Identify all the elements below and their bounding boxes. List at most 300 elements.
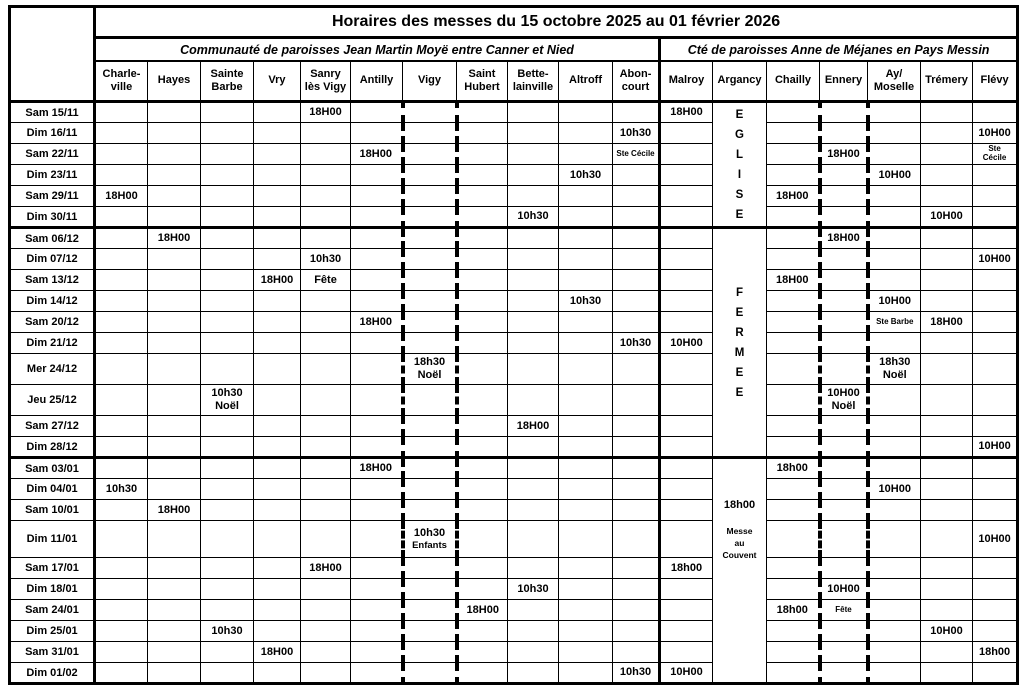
cell-malroy <box>660 270 713 291</box>
cell-chailly <box>767 385 820 416</box>
cell-aboncourt <box>613 500 660 521</box>
cell-saintebarbe <box>201 642 254 663</box>
cell-altroff <box>559 600 613 621</box>
cell-hayes <box>148 312 201 333</box>
cell-charleville <box>95 123 148 144</box>
date-label: Dim 18/01 <box>10 579 95 600</box>
cell-aymoselle <box>868 249 921 270</box>
cell-charleville <box>95 333 148 354</box>
cell-hayes <box>148 385 201 416</box>
cell-bettelainville <box>508 270 559 291</box>
cell-sainthubert <box>457 102 508 123</box>
cell-aymoselle <box>868 186 921 207</box>
cell-sainthubert <box>457 333 508 354</box>
cell-sainthubert <box>457 458 508 479</box>
cell-sanry <box>301 186 351 207</box>
cell-tremery: 10H00 <box>921 207 973 228</box>
cell-flevy <box>973 207 1018 228</box>
schedule-row <box>10 479 1018 500</box>
cell-saintebarbe <box>201 270 254 291</box>
cell-altroff <box>559 479 613 500</box>
cell-vry <box>254 312 301 333</box>
cell-aboncourt <box>613 642 660 663</box>
cell-bettelainville <box>508 249 559 270</box>
cell-hayes <box>148 458 201 479</box>
cell-sainthubert <box>457 521 508 558</box>
cell-sainthubert <box>457 663 508 684</box>
cell-malroy <box>660 186 713 207</box>
cell-charleville <box>95 521 148 558</box>
cell-antilly <box>351 600 403 621</box>
cell-aboncourt <box>613 228 660 249</box>
date-label: Sam 31/01 <box>10 642 95 663</box>
cell-tremery <box>921 642 973 663</box>
cell-saintebarbe <box>201 479 254 500</box>
cell-aymoselle <box>868 579 921 600</box>
cell-malroy <box>660 579 713 600</box>
date-label: Dim 04/01 <box>10 479 95 500</box>
cell-chailly: 18h00 <box>767 600 820 621</box>
cell-malroy <box>660 312 713 333</box>
cell-flevy <box>973 186 1018 207</box>
cell-aymoselle <box>868 663 921 684</box>
cell-sanry: Fête <box>301 270 351 291</box>
cell-charleville <box>95 102 148 123</box>
cell-charleville <box>95 416 148 437</box>
cell-antilly <box>351 579 403 600</box>
cell-chailly <box>767 144 820 165</box>
cell-vigy <box>403 416 457 437</box>
cell-hayes <box>148 270 201 291</box>
cell-malroy <box>660 521 713 558</box>
cell-sanry <box>301 479 351 500</box>
cell-sanry <box>301 521 351 558</box>
cell-vigy <box>403 385 457 416</box>
cell-sainthubert <box>457 621 508 642</box>
cell-malroy <box>660 249 713 270</box>
cell-charleville <box>95 270 148 291</box>
cell-vigy <box>403 642 457 663</box>
cell-charleville <box>95 458 148 479</box>
cell-ennery: 10H00 Noël <box>820 385 868 416</box>
cell-tremery <box>921 500 973 521</box>
cell-saintebarbe <box>201 521 254 558</box>
cell-altroff <box>559 642 613 663</box>
cell-aymoselle: 10H00 <box>868 479 921 500</box>
cell-ennery <box>820 621 868 642</box>
cell-sainthubert <box>457 642 508 663</box>
cell-malroy <box>660 621 713 642</box>
cell-vigy <box>403 165 457 186</box>
cell-tremery <box>921 333 973 354</box>
cell-hayes <box>148 558 201 579</box>
cell-sanry <box>301 458 351 479</box>
cell-saintebarbe <box>201 354 254 385</box>
cell-hayes <box>148 123 201 144</box>
cell-aymoselle: 10H00 <box>868 165 921 186</box>
cell-bettelainville <box>508 186 559 207</box>
cell-antilly <box>351 291 403 312</box>
cell-sanry <box>301 663 351 684</box>
cell-saintebarbe <box>201 123 254 144</box>
cell-flevy <box>973 558 1018 579</box>
cell-tremery <box>921 458 973 479</box>
date-label: Sam 27/12 <box>10 416 95 437</box>
cell-ennery <box>820 291 868 312</box>
cell-hayes <box>148 207 201 228</box>
cell-ennery <box>820 354 868 385</box>
schedule-row <box>10 600 1018 621</box>
cell-ennery: 18H00 <box>820 144 868 165</box>
cell-flevy: 10H00 <box>973 437 1018 458</box>
column-header-chailly: Chailly <box>767 61 820 102</box>
cell-antilly <box>351 123 403 144</box>
cell-aboncourt <box>613 354 660 385</box>
cell-vigy <box>403 144 457 165</box>
cell-chailly <box>767 479 820 500</box>
cell-saintebarbe <box>201 291 254 312</box>
cell-sanry: 18H00 <box>301 558 351 579</box>
cell-charleville <box>95 291 148 312</box>
date-label: Dim 07/12 <box>10 249 95 270</box>
cell-vigy <box>403 291 457 312</box>
cell-saintebarbe <box>201 102 254 123</box>
cell-vigy: 18h30 Noël <box>403 354 457 385</box>
cell-chailly <box>767 642 820 663</box>
cell-charleville <box>95 663 148 684</box>
cell-hayes <box>148 479 201 500</box>
cell-tremery <box>921 479 973 500</box>
cell-malroy <box>660 416 713 437</box>
cell-chailly <box>767 521 820 558</box>
cell-sainthubert <box>457 385 508 416</box>
cell-altroff <box>559 186 613 207</box>
cell-aymoselle: Ste Barbe <box>868 312 921 333</box>
cell-altroff <box>559 500 613 521</box>
cell-altroff <box>559 144 613 165</box>
cell-tremery <box>921 416 973 437</box>
cell-hayes <box>148 663 201 684</box>
title-row <box>10 7 1018 38</box>
cell-ennery <box>820 663 868 684</box>
cell-vry: 18H00 <box>254 270 301 291</box>
cell-bettelainville <box>508 228 559 249</box>
schedule-row <box>10 521 1018 558</box>
cell-malroy: 10H00 <box>660 663 713 684</box>
cell-altroff <box>559 333 613 354</box>
cell-sanry <box>301 291 351 312</box>
cell-tremery <box>921 144 973 165</box>
cell-vry: 18H00 <box>254 642 301 663</box>
cell-saintebarbe <box>201 144 254 165</box>
schedule-row <box>10 270 1018 291</box>
cell-ennery <box>820 165 868 186</box>
cell-sainthubert <box>457 228 508 249</box>
cell-bettelainville <box>508 642 559 663</box>
cell-altroff <box>559 458 613 479</box>
cell-aymoselle <box>868 123 921 144</box>
cell-hayes <box>148 416 201 437</box>
group-header-row <box>10 38 1018 62</box>
cell-sainthubert <box>457 270 508 291</box>
cell-vry <box>254 102 301 123</box>
cell-aboncourt <box>613 207 660 228</box>
schedule-row <box>10 207 1018 228</box>
cell-malroy <box>660 207 713 228</box>
cell-tremery <box>921 354 973 385</box>
column-header-tremery: Trémery <box>921 61 973 102</box>
cell-antilly <box>351 165 403 186</box>
cell-altroff <box>559 123 613 144</box>
cell-aymoselle <box>868 521 921 558</box>
cell-chailly <box>767 354 820 385</box>
corner-cell <box>10 7 95 102</box>
cell-vry <box>254 579 301 600</box>
cell-flevy <box>973 663 1018 684</box>
schedule-row <box>10 165 1018 186</box>
cell-aboncourt: 10h30 <box>613 333 660 354</box>
cell-vry <box>254 354 301 385</box>
cell-sanry <box>301 228 351 249</box>
cell-ennery <box>820 521 868 558</box>
cell-sanry <box>301 165 351 186</box>
cell-ennery <box>820 479 868 500</box>
cell-altroff <box>559 579 613 600</box>
cell-hayes <box>148 144 201 165</box>
column-header-ennery: Ennery <box>820 61 868 102</box>
cell-altroff: 10h30 <box>559 165 613 186</box>
cell-hayes <box>148 249 201 270</box>
cell-aboncourt <box>613 312 660 333</box>
cell-charleville: 18H00 <box>95 186 148 207</box>
cell-flevy <box>973 385 1018 416</box>
cell-tremery <box>921 437 973 458</box>
cell-flevy <box>973 621 1018 642</box>
schedule-row <box>10 458 1018 479</box>
cell-ennery <box>820 102 868 123</box>
cell-altroff <box>559 312 613 333</box>
cell-bettelainville <box>508 144 559 165</box>
schedule-row <box>10 558 1018 579</box>
cell-vry <box>254 228 301 249</box>
cell-hayes <box>148 333 201 354</box>
cell-flevy <box>973 228 1018 249</box>
cell-aboncourt: 10h30 <box>613 123 660 144</box>
cell-vigy <box>403 437 457 458</box>
cell-altroff <box>559 102 613 123</box>
cell-tremery <box>921 385 973 416</box>
cell-charleville <box>95 558 148 579</box>
cell-malroy <box>660 458 713 479</box>
cell-ennery: 18H00 <box>820 228 868 249</box>
column-header-flevy: Flévy <box>973 61 1018 102</box>
cell-aymoselle <box>868 333 921 354</box>
schedule-row <box>10 123 1018 144</box>
argancy-block-cell: E G L I S E <box>713 102 767 228</box>
date-label: Sam 03/01 <box>10 458 95 479</box>
cell-charleville <box>95 385 148 416</box>
column-header-charleville: Charle- ville <box>95 61 148 102</box>
date-label: Sam 20/12 <box>10 312 95 333</box>
cell-bettelainville: 10h30 <box>508 207 559 228</box>
cell-sainthubert <box>457 558 508 579</box>
cell-chailly <box>767 621 820 642</box>
schedule-row <box>10 228 1018 249</box>
cell-sanry <box>301 621 351 642</box>
cell-chailly <box>767 663 820 684</box>
date-label: Sam 10/01 <box>10 500 95 521</box>
cell-hayes <box>148 165 201 186</box>
cell-antilly <box>351 416 403 437</box>
cell-hayes <box>148 291 201 312</box>
cell-tremery: 10H00 <box>921 621 973 642</box>
schedule-row <box>10 186 1018 207</box>
column-header-vry: Vry <box>254 61 301 102</box>
cell-vigy <box>403 312 457 333</box>
cell-tremery <box>921 663 973 684</box>
cell-charleville <box>95 228 148 249</box>
cell-altroff <box>559 270 613 291</box>
cell-tremery <box>921 228 973 249</box>
cell-antilly <box>351 558 403 579</box>
cell-sainthubert <box>457 123 508 144</box>
cell-vry <box>254 385 301 416</box>
date-label: Dim 16/11 <box>10 123 95 144</box>
schedule-row <box>10 621 1018 642</box>
cell-tremery <box>921 579 973 600</box>
column-header-malroy: Malroy <box>660 61 713 102</box>
cell-bettelainville <box>508 479 559 500</box>
cell-aboncourt <box>613 291 660 312</box>
cell-charleville <box>95 165 148 186</box>
cell-flevy: Ste Cécile <box>973 144 1018 165</box>
cell-vigy <box>403 479 457 500</box>
column-header-saintebarbe: Sainte Barbe <box>201 61 254 102</box>
cell-aboncourt <box>613 249 660 270</box>
cell-hayes <box>148 354 201 385</box>
cell-sanry <box>301 333 351 354</box>
cell-vry <box>254 186 301 207</box>
cell-flevy <box>973 479 1018 500</box>
cell-ennery <box>820 312 868 333</box>
cell-malroy <box>660 144 713 165</box>
cell-sainthubert <box>457 207 508 228</box>
cell-vigy <box>403 228 457 249</box>
cell-saintebarbe <box>201 500 254 521</box>
cell-aymoselle <box>868 207 921 228</box>
cell-ennery <box>820 123 868 144</box>
cell-tremery <box>921 165 973 186</box>
cell-bettelainville <box>508 165 559 186</box>
column-header-aymoselle: Ay/ Moselle <box>868 61 921 102</box>
cell-malroy <box>660 291 713 312</box>
cell-vigy <box>403 102 457 123</box>
cell-bettelainville <box>508 102 559 123</box>
cell-saintebarbe: 10h30 <box>201 621 254 642</box>
date-label: Dim 30/11 <box>10 207 95 228</box>
cell-aboncourt: 10h30 <box>613 663 660 684</box>
cell-hayes <box>148 521 201 558</box>
cell-altroff <box>559 249 613 270</box>
cell-chailly <box>767 500 820 521</box>
cell-bettelainville <box>508 312 559 333</box>
cell-ennery: 10H00 <box>820 579 868 600</box>
cell-flevy <box>973 270 1018 291</box>
cell-bettelainville <box>508 458 559 479</box>
cell-charleville <box>95 579 148 600</box>
cell-tremery: 18H00 <box>921 312 973 333</box>
cell-antilly: 18H00 <box>351 144 403 165</box>
cell-charleville <box>95 354 148 385</box>
cell-flevy <box>973 165 1018 186</box>
column-header-vigy: Vigy <box>403 61 457 102</box>
cell-sainthubert <box>457 186 508 207</box>
date-label: Sam 22/11 <box>10 144 95 165</box>
cell-sanry <box>301 385 351 416</box>
cell-tremery <box>921 291 973 312</box>
cell-malroy <box>660 437 713 458</box>
cell-saintebarbe <box>201 458 254 479</box>
cell-bettelainville <box>508 663 559 684</box>
date-label: Sam 06/12 <box>10 228 95 249</box>
cell-ennery <box>820 458 868 479</box>
cell-vry <box>254 437 301 458</box>
cell-saintebarbe <box>201 663 254 684</box>
cell-flevy <box>973 416 1018 437</box>
cell-altroff <box>559 437 613 458</box>
cell-antilly <box>351 642 403 663</box>
cell-aboncourt: Ste Cécile <box>613 144 660 165</box>
cell-tremery <box>921 186 973 207</box>
date-label: Dim 11/01 <box>10 521 95 558</box>
cell-aymoselle <box>868 621 921 642</box>
cell-malroy <box>660 500 713 521</box>
cell-antilly <box>351 186 403 207</box>
cell-sainthubert <box>457 312 508 333</box>
cell-altroff <box>559 385 613 416</box>
cell-tremery <box>921 270 973 291</box>
cell-ennery <box>820 416 868 437</box>
cell-sainthubert <box>457 291 508 312</box>
cell-flevy <box>973 102 1018 123</box>
cell-saintebarbe <box>201 579 254 600</box>
cell-chailly: 18h00 <box>767 458 820 479</box>
group-header-canner-et-nied: Communauté de paroisses Jean Martin Moyë entre Canner et Nied <box>95 38 660 62</box>
cell-vry <box>254 207 301 228</box>
cell-chailly <box>767 558 820 579</box>
cell-tremery <box>921 102 973 123</box>
page-title: Horaires des messes du 15 octobre 2025 au 01 février 2026 <box>95 7 1018 38</box>
date-label: Dim 14/12 <box>10 291 95 312</box>
cell-flevy: 10H00 <box>973 521 1018 558</box>
cell-vigy <box>403 558 457 579</box>
cell-aymoselle <box>868 558 921 579</box>
cell-sainthubert <box>457 416 508 437</box>
cell-charleville <box>95 207 148 228</box>
cell-saintebarbe <box>201 437 254 458</box>
cell-bettelainville <box>508 558 559 579</box>
cell-bettelainville <box>508 123 559 144</box>
cell-antilly <box>351 228 403 249</box>
cell-vry <box>254 500 301 521</box>
cell-aymoselle <box>868 500 921 521</box>
cell-antilly <box>351 102 403 123</box>
date-label: Mer 24/12 <box>10 354 95 385</box>
cell-malroy <box>660 228 713 249</box>
cell-altroff <box>559 558 613 579</box>
cell-saintebarbe <box>201 333 254 354</box>
cell-antilly <box>351 207 403 228</box>
